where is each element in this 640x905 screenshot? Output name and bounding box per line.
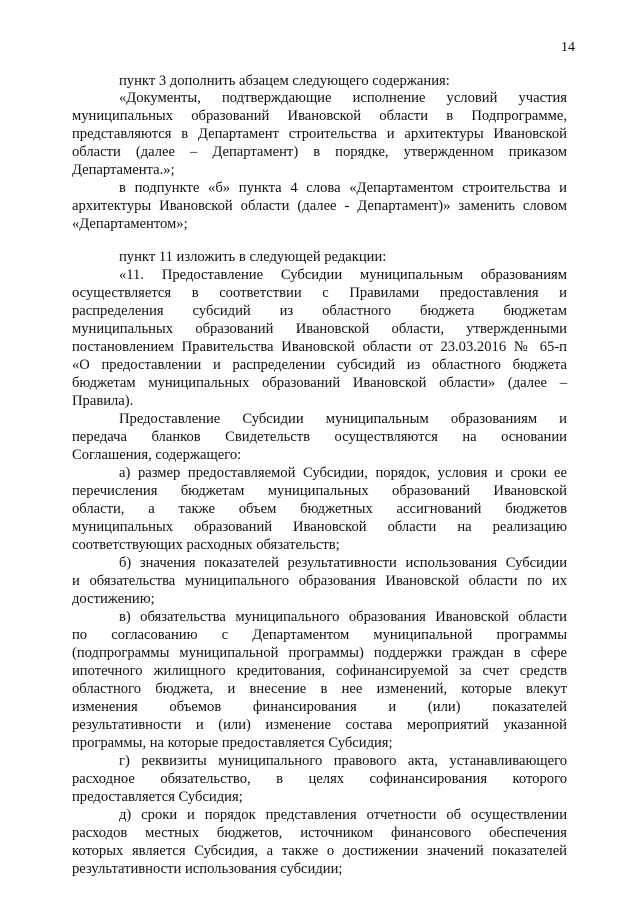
text-line — [0, 769, 640, 789]
line-text: ипотечного жилищного кредитования, софинансируемой за счет средств — [72, 663, 567, 679]
line-text: г) реквизиты муниципального правового акта, устанавливающего — [119, 753, 567, 769]
line-text: результативности и (или) изменение состава мероприятий указанной — [72, 717, 567, 733]
line-text: пункт 3 дополнить абзацем следующего содержания: — [119, 73, 450, 89]
line-text: которых является Субсидия, а также о достижении значений показателей — [72, 843, 567, 859]
line-text: в) обязательства муниципального образования Ивановской области — [119, 609, 567, 625]
text-line — [0, 499, 640, 519]
line-text: расходное обязательство, в целях софинансирования которого — [72, 771, 567, 787]
line-text: областного бюджета, и внесение в нее изменений, которые влекут — [72, 681, 567, 697]
text-line — [0, 106, 640, 126]
text-line — [0, 751, 640, 771]
line-text: д) сроки и порядок представления отчетности об осуществлении — [119, 807, 567, 823]
line-text: муниципальных образований Ивановской области в Подпрограмме, — [72, 108, 567, 124]
line-text: соответствующих расходных обязательств; — [72, 537, 340, 553]
text-line — [0, 391, 640, 411]
line-text: программы, на которые предоставляется Субсидия; — [72, 735, 393, 751]
line-text: муниципальных образований Ивановской области, утвержденными — [72, 321, 567, 337]
text-line — [0, 196, 640, 216]
line-text: изменения объемов финансирования и (или) показателей — [72, 699, 567, 715]
text-line — [0, 247, 640, 267]
line-text: «Документы, подтверждающие исполнение условий участия — [119, 90, 567, 106]
line-text: постановлением Правительства Ивановской области от 23.03.2016 № 65-п — [72, 339, 567, 355]
text-line — [0, 319, 640, 339]
line-text: пункт 11 изложить в следующей редакции: — [119, 249, 387, 265]
line-text: представляются в Департамент строительства и архитектуры Ивановской — [72, 126, 567, 142]
text-line — [0, 265, 640, 285]
line-text: Департамента.»; — [72, 162, 175, 178]
line-text: Соглашения, содержащего: — [72, 447, 242, 463]
text-line — [0, 517, 640, 537]
text-line — [0, 679, 640, 699]
text-line — [0, 859, 640, 879]
text-line — [0, 643, 640, 663]
line-text: «11. Предоставление Субсидии муниципальным образованиям — [119, 267, 567, 283]
line-text: «О предоставлении и распределении субсидий из областного бюджета — [72, 357, 567, 373]
line-text: Правила). — [72, 393, 134, 409]
text-line — [0, 214, 640, 234]
text-line — [0, 661, 640, 681]
line-text: по согласованию с Департаментом муниципальной программы — [72, 627, 567, 643]
line-text: бюджетам муниципальных образований Ивановской области» (далее – — [72, 375, 567, 391]
text-line — [0, 481, 640, 501]
line-text: осуществляется в соответствии с Правилами предоставления и — [72, 285, 567, 301]
line-text: результативности использования субсидии; — [72, 861, 343, 877]
line-text: (подпрограммы муниципальной программы) поддержки граждан в сфере — [72, 645, 567, 661]
text-line — [0, 733, 640, 753]
text-line — [0, 283, 640, 303]
text-line — [0, 571, 640, 591]
text-line — [0, 463, 640, 483]
text-line — [0, 355, 640, 375]
text-line — [0, 625, 640, 645]
text-line — [0, 124, 640, 144]
text-line — [0, 373, 640, 393]
line-text: передача бланков Свидетельств осуществляются на основании — [72, 429, 567, 445]
text-line — [0, 553, 640, 573]
text-line — [0, 697, 640, 717]
text-line — [0, 823, 640, 843]
line-text: перечисления бюджетам муниципальных образований Ивановской — [72, 483, 567, 499]
text-line — [0, 409, 640, 429]
page-number: 14 — [561, 40, 575, 55]
line-text: а) размер предоставляемой Субсидии, порядок, условия и сроки ее — [119, 465, 567, 481]
line-text: достижению; — [72, 591, 155, 607]
text-line — [0, 427, 640, 447]
text-line — [0, 841, 640, 861]
text-line — [0, 301, 640, 321]
text-line — [0, 787, 640, 807]
text-line — [0, 178, 640, 198]
text-line — [0, 715, 640, 735]
text-line — [0, 337, 640, 357]
line-text: «Департаментом»; — [72, 216, 188, 232]
line-text: архитектуры Ивановской области (далее - Департамент)» заменить словом — [72, 198, 567, 214]
line-text: предоставляется Субсидия; — [72, 789, 243, 805]
line-text: б) значения показателей результативности использования Субсидии — [119, 555, 567, 571]
text-line — [0, 88, 640, 108]
text-line — [0, 589, 640, 609]
line-text: расходов местных бюджетов, источником финансового обеспечения — [72, 825, 567, 841]
text-line — [0, 142, 640, 162]
line-text: в подпункте «б» пункта 4 слова «Департаментом строительства и — [119, 180, 567, 196]
line-text: и обязательства муниципального образования Ивановской области по их — [72, 573, 567, 589]
line-text: распределения субсидий из областного бюджета бюджетам — [72, 303, 567, 319]
text-line — [0, 607, 640, 627]
line-text: области, а также объем бюджетных ассигнований бюджетов — [72, 501, 567, 517]
text-line — [0, 535, 640, 555]
text-line — [0, 445, 640, 465]
line-text: муниципальных образований Ивановской области на реализацию — [72, 519, 567, 535]
text-line — [0, 160, 640, 180]
line-text: области (далее – Департамент) в порядке, утвержденном приказом — [72, 144, 567, 160]
line-text: Предоставление Субсидии муниципальным образованиям и — [119, 411, 567, 427]
text-line — [0, 805, 640, 825]
